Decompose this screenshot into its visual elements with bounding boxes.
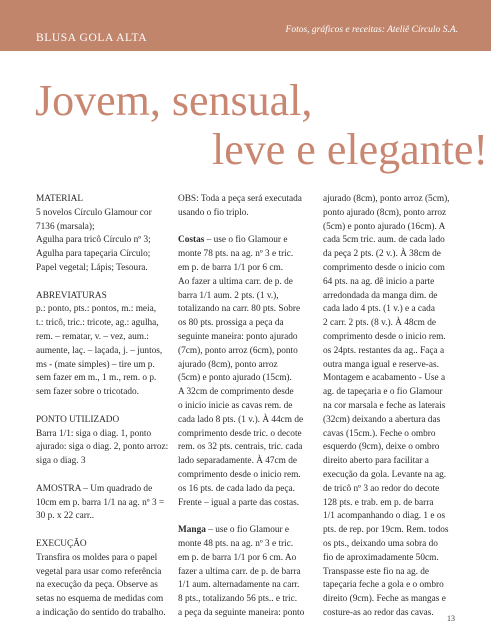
- text-line: [178, 207, 326, 221]
- line-text: execução da gola. Levante na ag.: [323, 469, 447, 480]
- line-text: barra 1/1 aum. 2 pts. (1 v.),: [178, 290, 279, 301]
- line-text: 7136 (marsala);: [36, 221, 95, 232]
- text-column-2: [178, 193, 326, 621]
- text-line: [178, 290, 326, 304]
- line-text: ABREVIATURAS: [36, 290, 107, 301]
- text-line: [36, 234, 198, 248]
- line-text: 1/1 acompanhando o diag. 1 e os: [323, 511, 446, 522]
- line-text: 10cm em p. barra 1/1 na ag. nº 3 =: [36, 497, 165, 508]
- text-line: [178, 331, 326, 345]
- text-line: [178, 483, 326, 497]
- text-line: [178, 579, 326, 593]
- line-text: 8 pts., totalizando 56 pts.. e tric.: [178, 594, 298, 605]
- text-line: [178, 428, 326, 442]
- text-line: [36, 386, 198, 400]
- line-text: 30 p. x 22 carr..: [36, 511, 95, 522]
- line-text: arredondada da manga dim. de: [323, 290, 438, 301]
- text-line: [178, 441, 326, 455]
- text-line: [323, 552, 456, 566]
- text-line: [36, 428, 198, 442]
- text-line: [178, 234, 326, 248]
- line-text: cavas (15cm.). Feche o ombro: [323, 428, 436, 439]
- headline-line-1: Jovem, sensual,: [35, 76, 313, 125]
- line-text: comprimento desde o inicio rem.: [178, 469, 301, 480]
- line-text: cada lado 4 pts. (1 v.) e a cada: [323, 304, 435, 315]
- text-line: [323, 359, 456, 373]
- line-text: pts. de rep. por 19cm. Rem. todos: [323, 525, 449, 536]
- section-title: BLUSA GOLA ALTA: [36, 32, 148, 44]
- text-line: [323, 483, 456, 497]
- text-line: [323, 455, 456, 469]
- line-text: vegetal para usar como referência: [36, 566, 162, 577]
- line-text: os 16 pts. de cada lado da peça.: [178, 483, 295, 494]
- line-text: a peça da seguinte maneira: ponto: [178, 607, 305, 618]
- line-text: 64 pts. na ag. dê inicio a parte: [323, 276, 435, 287]
- line-text: em p. de barra 1/1 por 6 cm.: [178, 262, 284, 273]
- line-text: t.: tricô, tric.: tricote, ag.: agulha,: [36, 318, 159, 329]
- section-heading: Costas: [178, 235, 205, 246]
- text-line: [323, 248, 456, 262]
- text-line: [36, 552, 198, 566]
- line-text: sem fazer sobre o tricotado.: [36, 387, 139, 398]
- text-line: [178, 524, 326, 538]
- text-line: [36, 290, 198, 304]
- line-text: ajurado: siga o diag. 2, ponto arroz:: [36, 442, 169, 453]
- line-text: (5cm) e ponto ajurado (16cm). A: [323, 221, 446, 232]
- text-line: [36, 483, 198, 497]
- line-text: PONTO UTILIZADO: [36, 414, 120, 425]
- text-line: [323, 193, 456, 207]
- text-line: [36, 593, 198, 607]
- line-text: 2 carr. 2 pts. (8 v.). À 48cm de: [323, 318, 436, 329]
- text-line: [178, 276, 326, 290]
- line-text: sem fazer em m., 1 m., rem. o p.: [36, 373, 157, 384]
- line-text: aumente, laç. – laçada, j. – juntos,: [36, 345, 163, 356]
- line-text: – use o fio Glamour e: [205, 525, 290, 536]
- text-line: [178, 359, 326, 373]
- line-text: de tricô nº 3 ao redor do decote: [323, 483, 440, 494]
- headline-line-2: leve e elegante!: [212, 125, 489, 174]
- line-text: monte 78 pts. na ag. nº 3 e tric.: [178, 249, 294, 260]
- line-text: lado separadamente. À 47cm de: [178, 456, 298, 467]
- text-line: [178, 372, 326, 386]
- line-text: Transpasse este fio na ag. de: [323, 566, 430, 577]
- line-text: monte 48 pts. na ag. nº 3 e tric.: [178, 538, 294, 549]
- line-text: direito (9cm). Feche as mangas e: [323, 594, 446, 605]
- line-text: o inicio inicie as cavas rem. de: [178, 400, 293, 411]
- line-text: ajurado (8cm), ponto arroz: [178, 359, 278, 370]
- text-column-3: [323, 193, 456, 621]
- page-number: 13: [447, 614, 455, 623]
- text-line: [323, 345, 456, 359]
- line-text: Barra 1/1: siga o diag. 1, ponto: [36, 428, 152, 439]
- text-line: [36, 372, 198, 386]
- text-line: [323, 276, 456, 290]
- text-line: [36, 221, 198, 235]
- text-line: [178, 566, 326, 580]
- line-text: Transfira os moldes para o papel: [36, 552, 158, 563]
- text-line: [178, 538, 326, 552]
- text-line: [178, 303, 326, 317]
- line-text: ag. de tapeçaria e o fio Glamour: [323, 387, 443, 398]
- text-line: [178, 497, 326, 511]
- text-line: [323, 607, 456, 621]
- line-text: Agulha para tapeçaria Círculo;: [36, 249, 151, 260]
- text-line: [323, 414, 456, 428]
- text-line: [323, 372, 456, 386]
- line-gap: [178, 221, 326, 235]
- text-line: [178, 455, 326, 469]
- line-text: fio de aproximadamente 50cm.: [323, 552, 439, 563]
- photo-credit: Fotos, gráficos e receitas: Ateliê Círculo S.A.: [285, 25, 458, 35]
- line-text: rem. – rematar, v. – vez, aum.:: [36, 331, 149, 342]
- section-heading: Manga: [178, 525, 206, 536]
- line-text: ms - (mate simples) – tire um p.: [36, 359, 155, 370]
- text-line: [178, 400, 326, 414]
- text-line: [36, 455, 198, 469]
- line-gap: [36, 469, 198, 483]
- line-text: outra manga igual e reserve-as.: [323, 359, 439, 370]
- line-text: ajurado (8cm), ponto arroz (5cm),: [323, 194, 450, 204]
- text-line: [178, 607, 326, 621]
- line-text: Frente – igual a parte das costas.: [178, 497, 300, 508]
- text-line: [36, 441, 198, 455]
- text-line: [323, 469, 456, 483]
- line-text: comprimento desde tric. o decote: [178, 428, 302, 439]
- line-gap: [36, 400, 198, 414]
- line-text: na cor marsala e feche as laterais: [323, 400, 446, 411]
- line-gap: [36, 524, 198, 538]
- text-line: [323, 538, 456, 552]
- line-text: Papel vegetal; Lápis; Tesoura.: [36, 262, 148, 273]
- text-line: [36, 497, 198, 511]
- text-line: [323, 441, 456, 455]
- text-line: [178, 386, 326, 400]
- line-text: (5cm) e ponto ajurado (15cm).: [178, 373, 292, 384]
- line-text: totalizando na carr. 80 pts. Sobre: [178, 304, 301, 315]
- line-text: 5 novelos Círculo Glamour cor: [36, 207, 152, 218]
- line-text: direito aberto para facilitar a: [323, 456, 429, 467]
- line-text: p.: ponto, pts.: pontos, m.: meia,: [36, 304, 157, 315]
- header-bar: [0, 0, 491, 51]
- text-line: [178, 317, 326, 331]
- line-text: a indicação do sentido do trabalho.: [36, 607, 166, 618]
- line-text: da peça 2 pts. (2 v.). À 38cm de: [323, 249, 441, 260]
- text-line: [36, 207, 198, 221]
- line-text: siga o diag. 3: [36, 456, 86, 467]
- text-line: [323, 234, 456, 248]
- text-line: [323, 317, 456, 331]
- line-text: Agulha para tricô Círculo nº 3;: [36, 235, 151, 246]
- line-text: esquerdo (9cm), deixe o ombro: [323, 442, 440, 453]
- line-gap: [36, 276, 198, 290]
- text-line: [178, 345, 326, 359]
- line-text: setas no esquema de medidas com: [36, 594, 164, 605]
- text-line: [36, 607, 198, 621]
- text-line: [36, 579, 198, 593]
- text-line: [36, 317, 198, 331]
- line-text: Montagem e acabamento - Use a: [323, 373, 446, 384]
- text-column-1: [36, 193, 198, 621]
- text-line: [323, 207, 456, 221]
- line-text: comprimento desde o inicio com: [323, 262, 445, 273]
- line-text: fazer a ultima carr. de p. de barra: [178, 566, 301, 577]
- text-line: [178, 593, 326, 607]
- line-text: em p. de barra 1/1 por 6 cm. Ao: [178, 552, 297, 563]
- text-line: [36, 510, 198, 524]
- text-line: [323, 579, 456, 593]
- text-line: [36, 262, 198, 276]
- text-line: [36, 538, 198, 552]
- text-line: [36, 345, 198, 359]
- line-gap: [178, 510, 326, 524]
- line-text: (32cm) deixando a abertura das: [323, 414, 441, 425]
- text-line: [323, 524, 456, 538]
- text-line: [323, 510, 456, 524]
- line-text: AMOSTRA – Um quadrado de: [36, 483, 153, 494]
- text-line: [36, 566, 198, 580]
- text-line: [36, 193, 198, 207]
- text-line: [178, 552, 326, 566]
- line-text: costure-as ao redor das cavas.: [323, 607, 434, 618]
- text-line: [178, 262, 326, 276]
- text-line: [36, 359, 198, 373]
- line-text: usando o fio triplo.: [178, 207, 249, 218]
- line-text: cada 5cm tric. aum. de cada lado: [323, 235, 445, 246]
- line-text: na execução da peça. Observe as: [36, 580, 158, 591]
- line-text: A 32cm de comprimento desde: [178, 387, 294, 398]
- line-text: Ao fazer a ultima carr. de p. de: [178, 276, 293, 287]
- text-line: [323, 290, 456, 304]
- line-text: 1/1 aum. alternadamente na carr.: [178, 580, 300, 591]
- text-line: [178, 414, 326, 428]
- text-line: [323, 221, 456, 235]
- line-text: tapeçaria feche a gola e o ombro: [323, 580, 444, 591]
- text-line: [36, 248, 198, 262]
- line-text: ponto ajurado (8cm), ponto arroz: [323, 207, 447, 218]
- line-text: (7cm), ponto arroz (6cm), ponto: [178, 345, 298, 356]
- text-line: [323, 386, 456, 400]
- line-text: – use o fio Glamour e: [204, 235, 288, 246]
- text-line: [323, 303, 456, 317]
- text-line: [323, 400, 456, 414]
- text-line: [36, 331, 198, 345]
- line-text: 128 pts. e trab. em p. de barra: [323, 497, 434, 508]
- line-text: comprimento desde o inicio rem.: [323, 331, 446, 342]
- text-line: [323, 566, 456, 580]
- line-text: EXECUÇÃO: [36, 538, 87, 549]
- text-line: [36, 303, 198, 317]
- line-text: seguinte maneira: ponto ajurado: [178, 331, 298, 342]
- line-text: os 24pts. restantes da ag.. Faça a: [323, 345, 445, 356]
- text-line: [178, 193, 326, 207]
- text-line: [323, 331, 456, 345]
- text-line: [323, 262, 456, 276]
- text-line: [178, 469, 326, 483]
- text-line: [323, 428, 456, 442]
- line-text: cada lado 8 pts. (1 v.). À 44cm de: [178, 414, 304, 425]
- line-text: OBS: Toda a peça será executada: [178, 194, 302, 204]
- text-line: [323, 497, 456, 511]
- line-text: MATERIAL: [36, 194, 83, 204]
- line-text: os 80 pts. prossiga a peça da: [178, 318, 284, 329]
- text-line: [323, 593, 456, 607]
- text-line: [178, 248, 326, 262]
- line-text: os pts., deixando uma sobra do: [323, 538, 438, 549]
- line-text: rem. os 32 pts. centrais, tric. cada: [178, 442, 303, 453]
- text-line: [36, 414, 198, 428]
